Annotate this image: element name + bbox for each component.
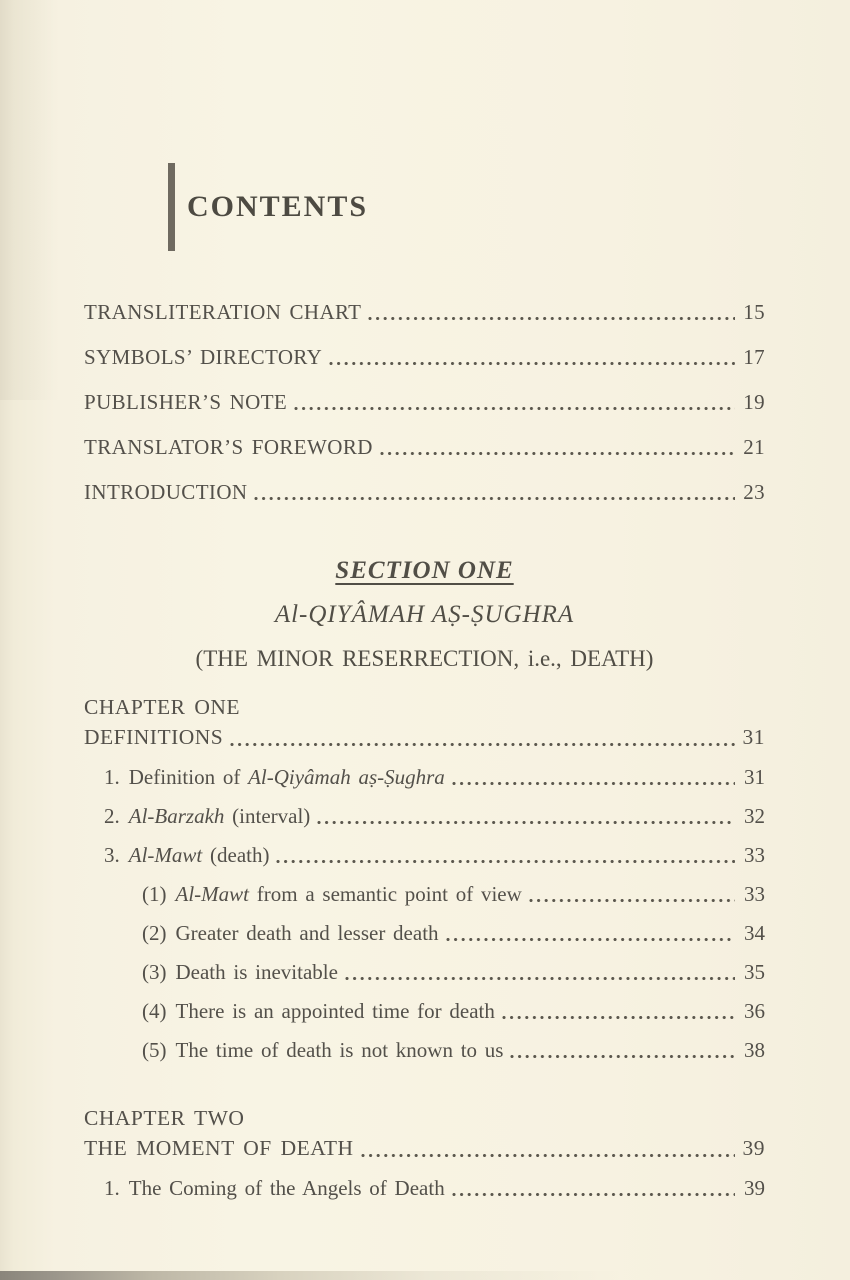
toc-entry-label xyxy=(84,298,361,326)
toc-entry-label-italic: Al-Barzakh xyxy=(128,804,225,828)
toc-entry-label-text: DEFINITIONS xyxy=(84,725,224,749)
dot-leader xyxy=(452,1192,735,1197)
page-number: 31 xyxy=(742,725,765,749)
page-number: 34 xyxy=(744,921,765,945)
dot-leader xyxy=(254,496,735,501)
toc-entry xyxy=(84,764,765,791)
toc-entry-label xyxy=(176,881,522,908)
page-number: 17 xyxy=(743,345,765,369)
toc-entry xyxy=(84,478,765,506)
dot-leader xyxy=(452,781,735,786)
toc-entry-number: (4) xyxy=(142,999,167,1023)
toc-entry xyxy=(84,998,765,1025)
toc-entry-label-text: INTRODUCTION xyxy=(84,480,248,504)
toc-entry-label xyxy=(84,1133,354,1163)
chapter-entries xyxy=(84,1175,765,1202)
toc-entry-number: (5) xyxy=(142,1038,167,1062)
dot-leader xyxy=(368,316,735,321)
toc-entry-label xyxy=(129,842,270,869)
toc-entry-label-text: PUBLISHER’S NOTE xyxy=(84,390,288,414)
page-number: 21 xyxy=(743,435,765,459)
toc-entry-label xyxy=(84,433,373,461)
toc-entry-label xyxy=(176,959,338,986)
toc-entry-label xyxy=(129,803,311,830)
dot-leader xyxy=(529,898,735,903)
page-number: 19 xyxy=(743,390,765,414)
toc-entry-number: 2. xyxy=(104,804,120,828)
chapter-title xyxy=(84,1133,765,1163)
page-number: 38 xyxy=(744,1038,765,1062)
dot-leader xyxy=(294,406,735,411)
page-number: 39 xyxy=(742,1136,765,1160)
toc-entry-label-text: There is an appointed time for death xyxy=(175,999,495,1023)
header-vertical-bar xyxy=(168,163,175,251)
toc-entry-label-text: SYMBOLS’ DIRECTORY xyxy=(84,345,323,369)
toc-entry-label-text: TRANSLATOR’S FOREWORD xyxy=(84,435,373,459)
toc-entry-number: (3) xyxy=(142,960,167,984)
toc-entry-label-text: The Coming of the Angels of Death xyxy=(128,1176,445,1200)
page-number: 39 xyxy=(744,1176,765,1200)
dot-leader xyxy=(230,742,735,747)
toc-entry xyxy=(84,881,765,908)
toc-entry-label-italic: Al-Mawt xyxy=(128,843,203,867)
scan-bottom-edge xyxy=(0,1271,850,1280)
toc-entry-label xyxy=(129,764,445,791)
toc-entry-number: 3. xyxy=(104,843,120,867)
toc-entry-label-text: Death is inevitable xyxy=(175,960,338,984)
toc-entry-label xyxy=(176,998,495,1025)
toc-entry-label-text: Definition of xyxy=(128,765,249,789)
toc-entry xyxy=(84,433,765,461)
toc-entry xyxy=(84,1175,765,1202)
dot-leader xyxy=(502,1015,735,1020)
section-heading-title: Al-QIYÂMAH AṢ-ṢUGHRA xyxy=(274,601,575,628)
page-number: 36 xyxy=(744,999,765,1023)
page-number: 33 xyxy=(744,843,765,867)
toc-entry-number: (1) xyxy=(142,882,167,906)
chapter-block xyxy=(84,692,765,1064)
chapter-name: CHAPTER ONE xyxy=(84,695,241,719)
page-title: CONTENTS xyxy=(187,190,369,223)
toc-entry-label-italic: Al-Qiyâmah aṣ-Ṣughra xyxy=(248,765,445,789)
toc-entry-label-text: Greater death and lesser death xyxy=(175,921,439,945)
section-heading xyxy=(84,549,765,681)
toc-entry xyxy=(84,959,765,986)
toc-entry-label-text: (interval) xyxy=(224,804,311,828)
dot-leader xyxy=(317,820,735,825)
toc-entry-number: 1. xyxy=(104,765,120,789)
toc-entry-label-text: from a semantic point of view xyxy=(249,882,522,906)
dot-leader xyxy=(329,361,735,366)
page-number: 32 xyxy=(744,804,765,828)
section-heading-subtitle: (THE MINOR RESERRECTION, i.e., DEATH) xyxy=(195,646,654,671)
toc-entry xyxy=(84,842,765,869)
toc-entry xyxy=(84,803,765,830)
section-heading-number: SECTION ONE xyxy=(335,557,514,584)
toc-entry-label xyxy=(84,478,247,506)
toc-entry-label xyxy=(129,1175,445,1202)
toc-entry-label xyxy=(84,388,287,416)
toc-entry-number: (2) xyxy=(142,921,167,945)
page-number: 31 xyxy=(744,765,765,789)
chapter-list xyxy=(84,692,765,1202)
toc-entry xyxy=(84,388,765,416)
page-number: 23 xyxy=(743,480,765,504)
toc-entry-label-text: (death) xyxy=(202,843,270,867)
dot-leader xyxy=(380,451,735,456)
toc-entry xyxy=(84,1037,765,1064)
toc-entry-label-italic: Al-Mawt xyxy=(175,882,249,906)
front-matter-list xyxy=(84,298,765,506)
chapter-entries xyxy=(84,764,765,1064)
table-of-contents xyxy=(84,298,765,1214)
toc-entry xyxy=(84,920,765,947)
chapter-name: CHAPTER TWO xyxy=(84,1106,245,1130)
toc-entry-label-text: TRANSLITERATION CHART xyxy=(84,300,362,324)
toc-entry-label-text: THE MOMENT OF DEATH xyxy=(84,1136,354,1160)
toc-entry-label xyxy=(84,343,322,371)
contents-header xyxy=(168,163,368,251)
dot-leader xyxy=(345,976,735,981)
dot-leader xyxy=(510,1054,735,1059)
toc-entry-label xyxy=(176,920,439,947)
page-number: 35 xyxy=(744,960,765,984)
toc-entry-label xyxy=(84,722,223,752)
dot-leader xyxy=(361,1153,735,1158)
toc-entry xyxy=(84,298,765,326)
toc-entry-label-text: The time of death is not known to us xyxy=(175,1038,504,1062)
dot-leader xyxy=(446,937,735,942)
toc-entry xyxy=(84,343,765,371)
chapter-block xyxy=(84,1103,765,1202)
toc-entry-label xyxy=(176,1037,504,1064)
chapter-title xyxy=(84,722,765,752)
page-number: 33 xyxy=(744,882,765,906)
page-number: 15 xyxy=(743,300,765,324)
toc-entry-number: 1. xyxy=(104,1176,120,1200)
dot-leader xyxy=(276,859,735,864)
